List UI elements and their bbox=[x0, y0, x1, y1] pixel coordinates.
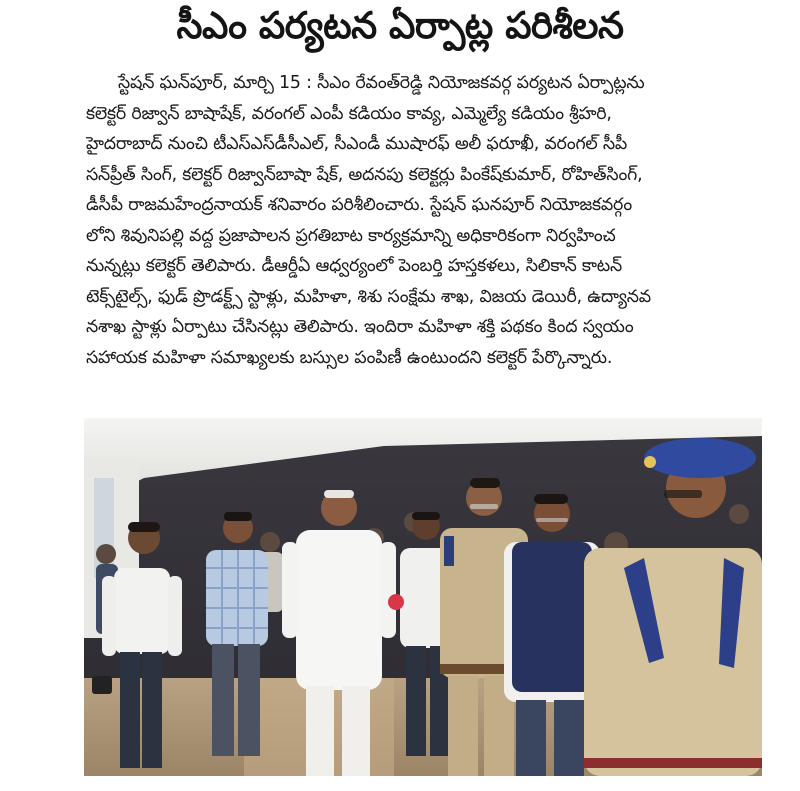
article-line: కలెక్టర్ రిజ్వాన్ బాషాషేక్, వరంగల్ ఎంపీ కడియం కావ్య, ఎమ్మెల్యే కడియం శ్రీహరి, bbox=[86, 103, 612, 124]
article-line: హైదరాబాద్ నుంచి టీఎస్ఎస్‌డీసీఎల్, సీఎండీ ముషారఫ్ అలీ ఫరూఖీ, వరంగల్ సీపీ bbox=[86, 134, 628, 154]
article-line: లోని శివునిపల్లి వద్ద ప్రజాపాలన ప్రగతిబాట కార్యక్రమాన్ని అధికారికంగా నిర్వహించ bbox=[86, 225, 616, 246]
photo-caption-strip bbox=[84, 778, 762, 791]
article-line: సహాయక మహిళా సమాఖ్యలకు బస్సుల పంపిణీ ఉంటుందని కలెక్టర్ పేర్కొన్నారు. bbox=[86, 347, 613, 368]
article-body bbox=[86, 68, 766, 398]
article-headline: సీఎం పర్యటన ఏర్పాట్ల పరిశీలన bbox=[176, 4, 624, 47]
article-line: సన్‌ప్రీత్ సింగ్, కలెక్టర్ రిజ్వాన్‌బాషా షేక్, అదనపు కలెక్టర్లు పింకేష్‌కుమార్, రోహిత్‌సింగ్, bbox=[86, 164, 643, 185]
article-line: డీసీపీ రాజమహేంద్రనాయక్ శనివారం పరిశీలించారు. స్టేషన్ ఘనపూర్ నియోజకవర్గం bbox=[86, 195, 632, 215]
article-line: నశాఖ స్టాళ్లు ఏర్పాటు చేసినట్లు తెలిపారు. ఇందిరా మహిళా శక్తి పథకం కింద స్వయం bbox=[86, 317, 634, 337]
article-line: నున్నట్లు కలెక్టర్ తెలిపారు. డీఆర్డీఏ ఆధ్వర్యంలో పెంబర్తి హస్తకళలు, సిలికాన్ కాటన్ bbox=[86, 256, 623, 276]
news-photo bbox=[84, 418, 762, 776]
article-line: టెక్స్‌టైల్స్, ఫుడ్ ప్రొడక్ట్స్ స్టాళ్లు, మహిళా, శిశు సంక్షేమ శాఖ, విజయ డెయిరీ, ఉద్యానవ bbox=[86, 286, 651, 307]
article-line: స్టేషన్ ఘన్‌పూర్, మార్చి 15 : సీఎం రేవంత్‌రెడ్డి నియోజకవర్గ పర్యటన ఏర్పాట్లను bbox=[118, 73, 645, 93]
group-photo-illustration bbox=[84, 418, 762, 776]
